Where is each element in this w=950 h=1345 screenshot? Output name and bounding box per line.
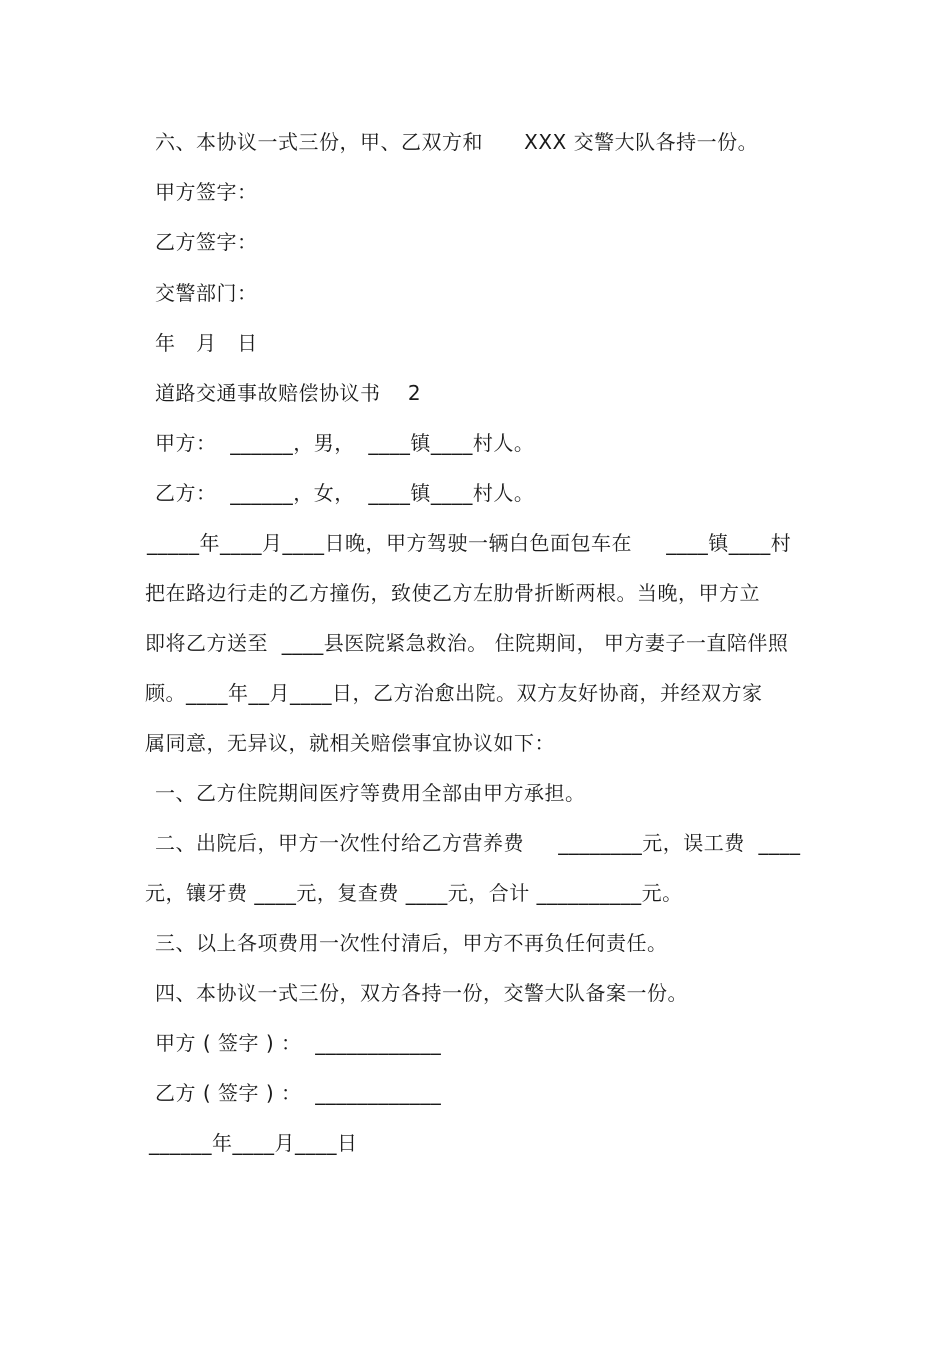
document-title: 道路交通事故赔偿协议书 2 bbox=[155, 381, 422, 405]
clause-six-line: 六、本协议一式三份，甲、乙双方和 XXX 交警大队各持一份。 bbox=[155, 130, 759, 154]
traffic-police-dept-label: 交警部门： bbox=[155, 281, 258, 305]
paragraph-line: 属同意，无异议，就相关赔偿事宜协议如下： bbox=[145, 731, 555, 755]
clause-one-line: 一、乙方住院期间医疗等费用全部由甲方承担。 bbox=[155, 781, 586, 805]
party-b-sign-line: 乙方 ( 签字 ) ： ____________ bbox=[155, 1081, 442, 1105]
paragraph-line: 把在路边行走的乙方撞伤，致使乙方左肋骨折断两根。当晚，甲方立 bbox=[145, 581, 760, 605]
party-a-signature-label: 甲方签字： bbox=[155, 180, 258, 204]
clause-four-line: 四、本协议一式三份，双方各持一份，交警大队备案一份。 bbox=[155, 981, 688, 1005]
paragraph-line: _____年____月____日晚，甲方驾驶一辆白色面包车在 ____镇____村 bbox=[147, 531, 792, 555]
final-date-line: ______年____月____日 bbox=[149, 1131, 358, 1155]
party-b-signature-label: 乙方签字： bbox=[155, 230, 258, 254]
clause-two-continuation: 元，镶牙费 ____元，复查费 ____元，合计 __________元。 bbox=[145, 881, 683, 905]
clause-two-line: 二、出院后，甲方一次性付给乙方营养费 ________元，误工费 ____ bbox=[155, 831, 801, 855]
clause-three-line: 三、以上各项费用一次性付清后，甲方不再负任何责任。 bbox=[155, 931, 668, 955]
paragraph-line: 顾。____年__月____日，乙方治愈出院。双方友好协商，并经双方家 bbox=[145, 681, 763, 705]
party-a-sign-line: 甲方 ( 签字 ) ： ____________ bbox=[155, 1031, 442, 1055]
paragraph-line: 即将乙方送至 ____县医院紧急救治。 住院期间， 甲方妻子一直陪伴照 bbox=[145, 631, 789, 655]
date-line: 年 月 日 bbox=[155, 331, 258, 355]
party-b-info-line: 乙方： ______，女， ____镇____村人。 bbox=[155, 481, 535, 505]
party-a-info-line: 甲方： ______，男， ____镇____村人。 bbox=[155, 431, 535, 455]
